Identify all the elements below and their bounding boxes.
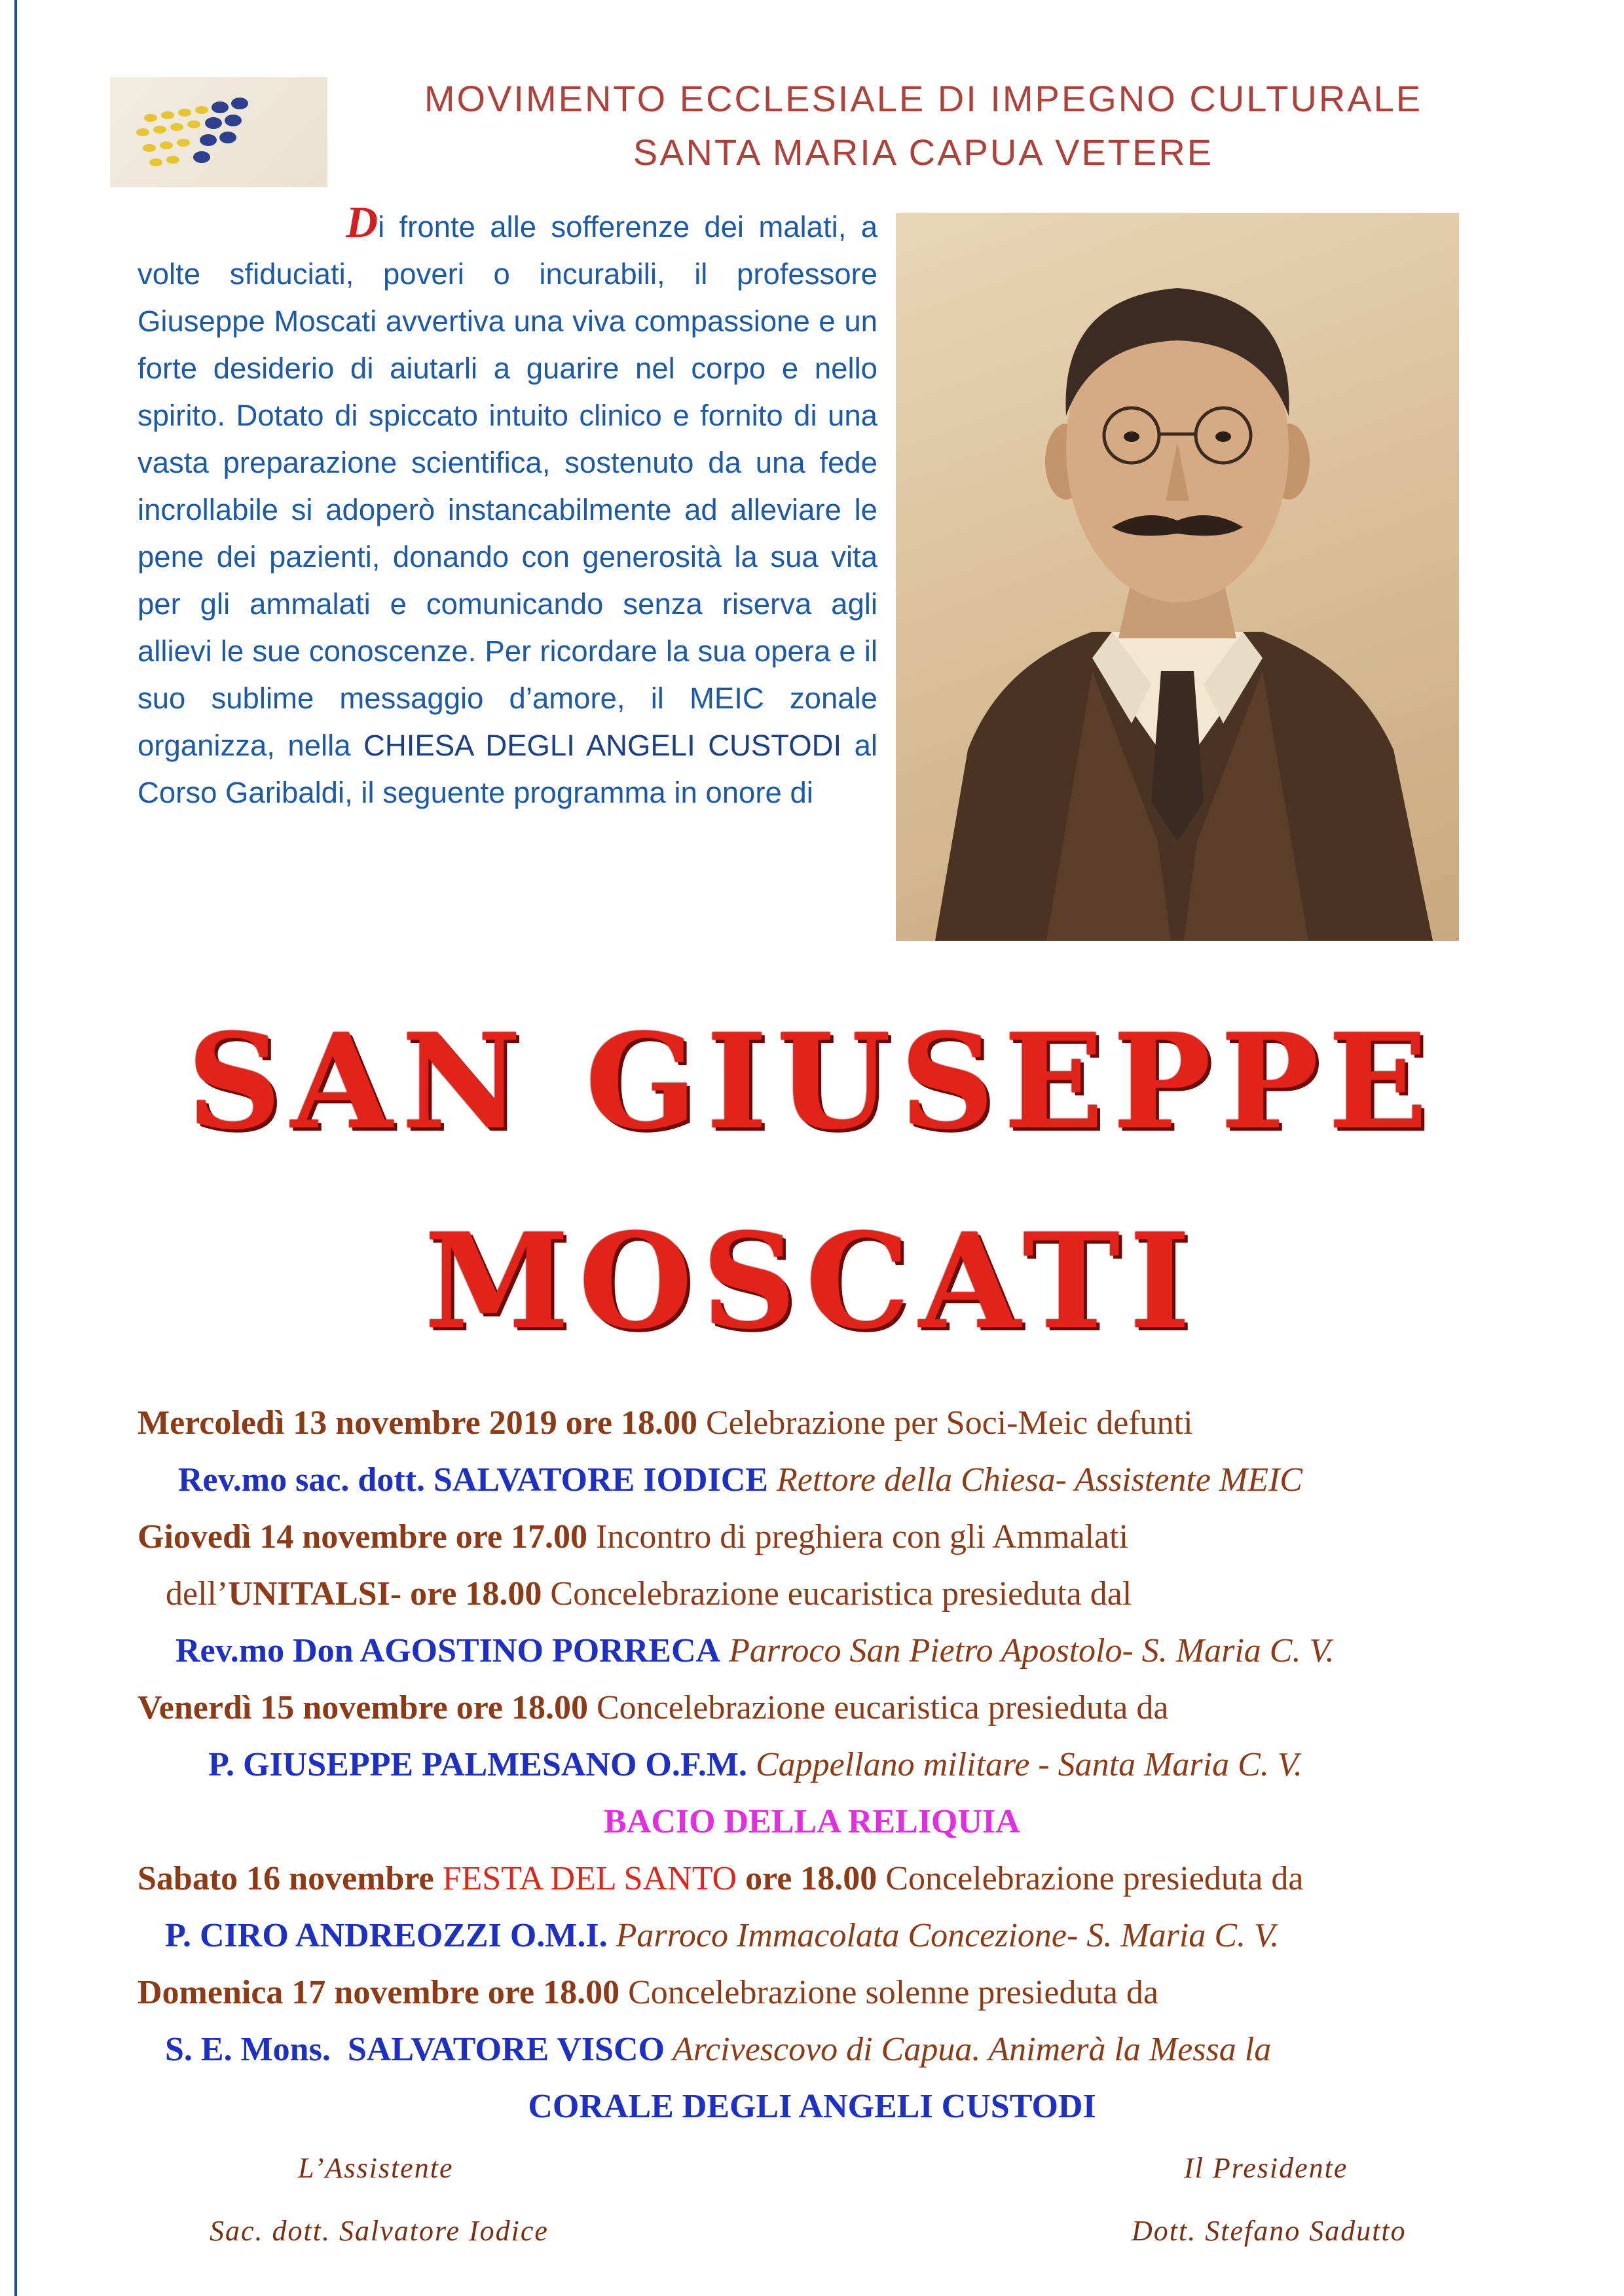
program-text: Concelebrazione eucaristica presieduta dal (542, 1575, 1132, 1613)
program-line-2 (178, 1463, 1302, 1497)
program-line-9 (138, 1862, 1303, 1896)
org-name: MOVIMENTO ECCLESIALE DI IMPEGNO CULTURALE (424, 78, 1423, 119)
dropcap: D (346, 197, 378, 247)
program-date: Domenica 17 novembre ore 18.00 (138, 1974, 620, 2011)
celebrant-role: Arcivescovo di Capua. Animerà la Messa la (664, 2031, 1272, 2068)
program-line-1 (138, 1406, 1193, 1440)
title-line-2: MOSCATI (424, 1205, 1200, 1358)
celebrant-role: Rettore della Chiesa- Assistente MEIC (768, 1461, 1302, 1499)
celebrant-title: Rev.mo sac. dott. (178, 1461, 425, 1499)
signature-right-title: Il Presidente (1184, 2152, 1348, 2184)
portrait-photo (896, 213, 1459, 941)
program-time: UNITALSI- ore 18.00 (228, 1575, 542, 1613)
program-text: Celebrazione per Soci-Meic defunti (697, 1404, 1193, 1442)
celebrant-name: S. E. Mons. SALVATORE VISCO (165, 2031, 665, 2068)
signature-left-title: L’Assistente (298, 2152, 454, 2184)
choir-name: CORALE DEGLI ANGELI CUSTODI (528, 2088, 1096, 2125)
program-line-8 (0, 1805, 1624, 1839)
signature-right-name: Dott. Stefano Sadutto (1132, 2215, 1407, 2247)
intro-paragraph (138, 197, 878, 816)
program-text: Incontro di preghiera con gli Ammalati (587, 1518, 1129, 1556)
church-name: CHIESA DEGLI ANGELI CUSTODI (363, 729, 842, 762)
program-date: Mercoledì 13 novembre 2019 ore 18.00 (138, 1404, 697, 1442)
program-line-3 (138, 1520, 1128, 1554)
relic-kiss: BACIO DELLA RELIQUIA (604, 1803, 1020, 1840)
program-line-6 (138, 1691, 1168, 1725)
program-line-12 (165, 2033, 1271, 2067)
program-line-13 (0, 2090, 1624, 2124)
program-line-7 (208, 1748, 1302, 1782)
meic-logo (110, 77, 327, 187)
org-location: SANTA MARIA CAPUA VETERE (633, 132, 1214, 173)
celebrant-role: Parroco San Pietro Apostolo- S. Maria C. V. (720, 1632, 1335, 1669)
program-text: Concelebrazione eucaristica presieduta da (587, 1689, 1169, 1726)
program-time: ore 18.00 (737, 1860, 877, 1897)
celebrant-name: P. GIUSEPPE PALMESANO O.F.M. (208, 1746, 747, 1783)
program-date: Giovedì 14 novembre ore 17.00 (138, 1518, 588, 1556)
celebrant-name: SALVATORE IODICE (424, 1461, 769, 1499)
intro-text-end: al Corso Garibaldi, il seguente programma in onore di (138, 729, 878, 809)
program-text: Concelebrazione solenne presieduta da (619, 1974, 1159, 2011)
feast-label: FESTA DEL SANTO (434, 1860, 737, 1897)
celebrant-name: Rev.mo Don AGOSTINO PORRECA (175, 1632, 721, 1669)
intro-text: i fronte alle sofferenze dei malati, a volte sfiduciati, poveri o incurabili, il professore Giuseppe Moscati avvertiva una viva compassione e un forte desiderio di aiutarli a guarire nel corpo e nello spirito. Dotato di spiccato intuito clinico e fornito di una vasta preparazione scientifica, sostenuto da una fede incrollabile si adoperò instancabilmente ad alleviare le pene dei pazienti, donando con generosità la sua vita per gli ammalati e comunicando senza riserva agli allievi le sue conoscenze. Per ricordare la sua opera e il suo sublime messaggio d’amore, il MEIC zonale organizza, nella (138, 210, 877, 762)
program-date: Venerdì 15 novembre ore 18.00 (138, 1689, 588, 1726)
celebrant-name: P. CIRO ANDREOZZI O.M.I. (165, 1917, 608, 1954)
program-date: Sabato 16 novembre (138, 1860, 434, 1897)
signature-left-name: Sac. dott. Salvatore Iodice (210, 2215, 549, 2247)
program-line-5 (175, 1634, 1335, 1668)
program-text: dell’ (166, 1575, 229, 1613)
title-line-1: SAN GIUSEPPE (187, 1005, 1437, 1159)
celebrant-role: Parroco Immacolata Concezione- S. Maria C. V. (607, 1917, 1280, 1954)
program-line-11 (138, 1976, 1158, 2010)
celebrant-role: Cappellano militare - Santa Maria C. V. (747, 1746, 1302, 1783)
program-line-10 (165, 1919, 1279, 1953)
program-text: Concelebrazione presieduta da (877, 1860, 1304, 1897)
program-line-4 (166, 1577, 1132, 1611)
